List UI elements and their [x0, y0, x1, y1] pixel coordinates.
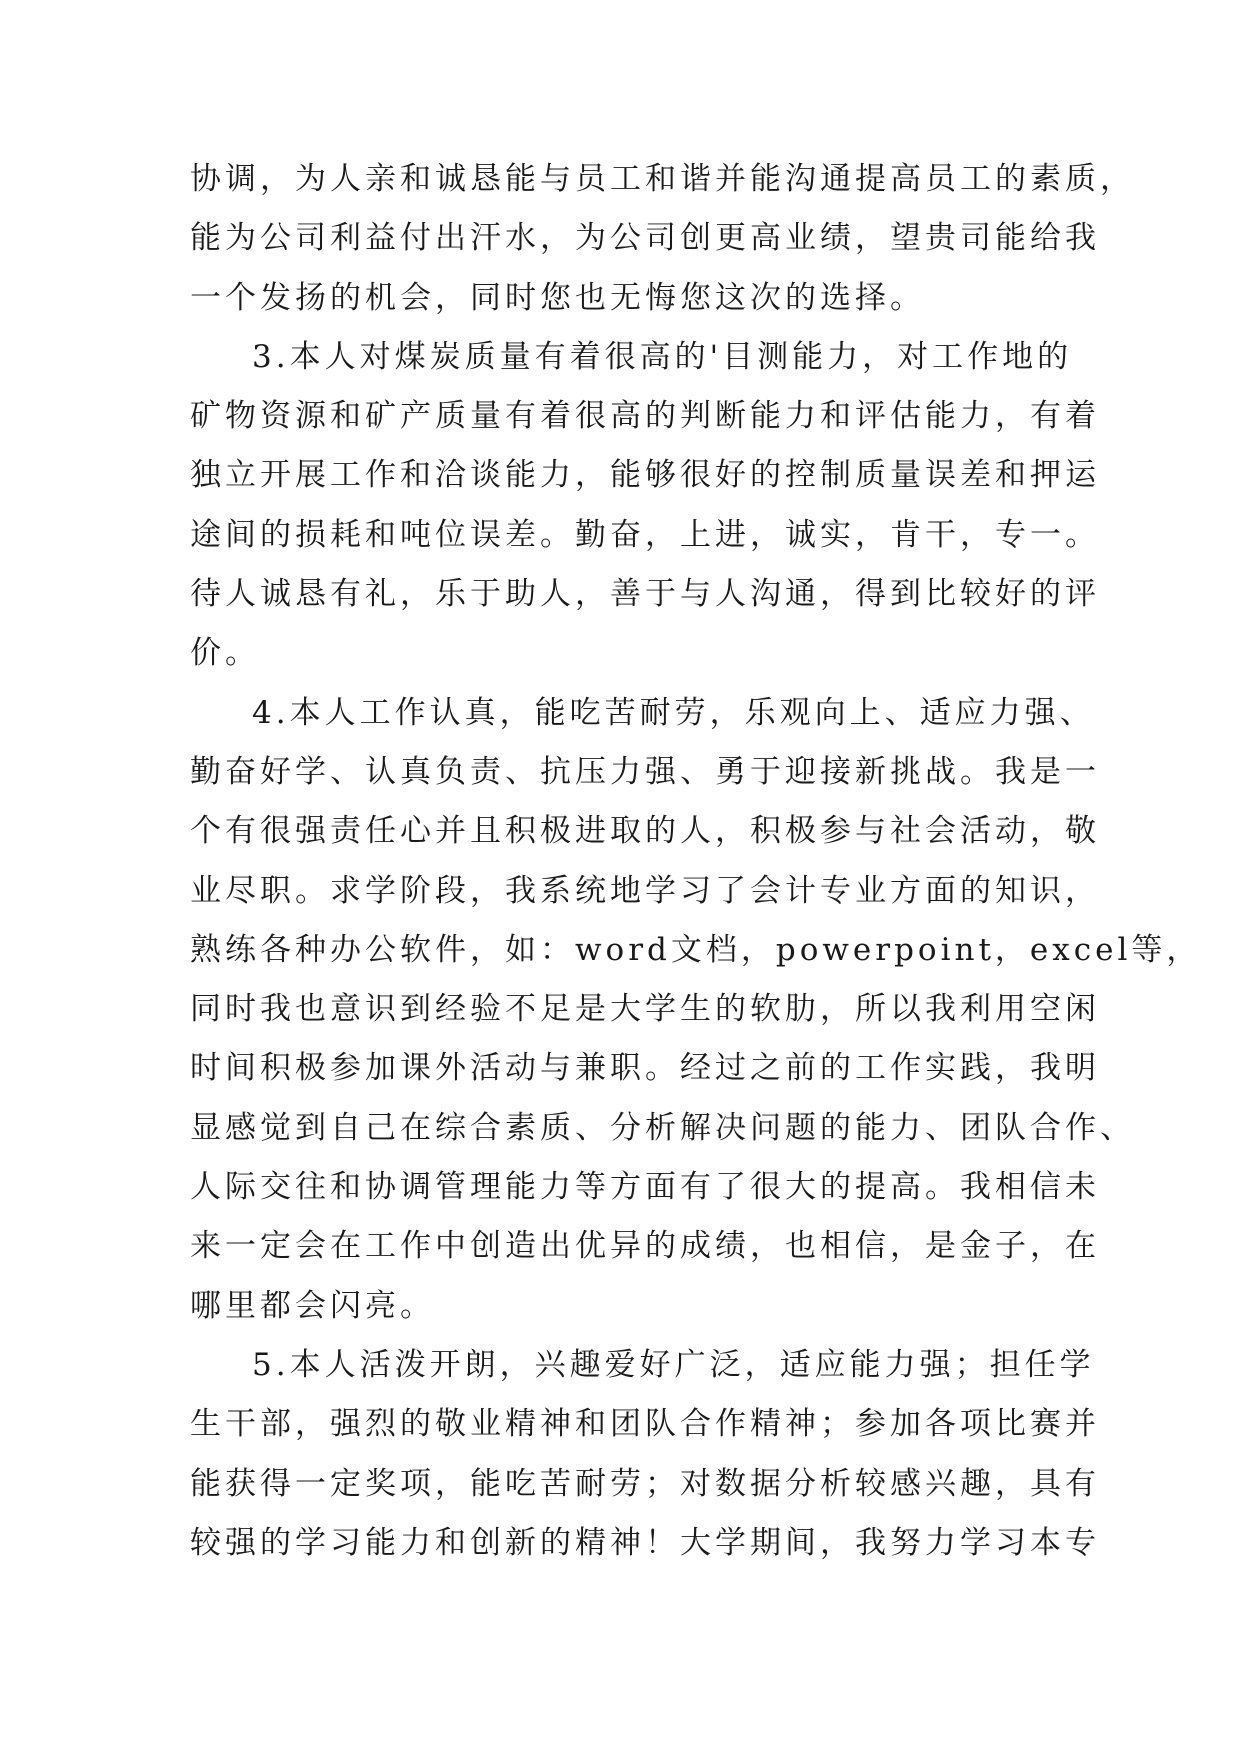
text-line: 价。	[190, 635, 260, 672]
text-line: 同时我也意识到经验不足是大学生的软肋，所以我利用空闲	[190, 991, 1100, 1028]
text-line: 哪里都会闪亮。	[190, 1287, 435, 1324]
text-line: 能为公司利益付出汗水，为公司创更高业绩，望贵司能给我	[190, 220, 1100, 257]
text-line: 较强的学习能力和创新的精神！大学期间，我努力学习本专	[190, 1524, 1100, 1561]
paragraph-3-start: 3.本人对煤炭质量有着很高的'目测能力，对工作地的	[252, 338, 1073, 375]
text-line: 勤奋好学、认真负责、抗压力强、勇于迎接新挑战。我是一	[190, 753, 1100, 790]
paragraph-5-start: 5.本人活泼开朗，兴趣爱好广泛，适应能力强；担任学	[252, 1346, 1095, 1383]
text-line: 矿物资源和矿产质量有着很高的判断能力和评估能力，有着	[190, 398, 1100, 435]
text-line: 一个发扬的机会，同时您也无悔您这次的选择。	[190, 279, 925, 316]
text-line: 独立开展工作和洽谈能力，能够很好的控制质量误差和押运	[190, 457, 1100, 494]
text-line: 人际交往和协调管理能力等方面有了很大的提高。我相信未	[190, 1169, 1100, 1206]
text-line: 熟练各种办公软件，如：word文档，powerpoint，excel等，	[190, 931, 1202, 968]
text-line: 待人诚恳有礼，乐于助人，善于与人沟通，得到比较好的评	[190, 576, 1100, 613]
text-line: 能获得一定奖项，能吃苦耐劳；对数据分析较感兴趣，具有	[190, 1465, 1100, 1502]
text-line: 生干部，强烈的敬业精神和团队合作精神；参加各项比赛并	[190, 1406, 1100, 1443]
text-line: 途间的损耗和吨位误差。勤奋，上进，诚实，肯干，专一。	[190, 516, 1100, 553]
text-line: 显感觉到自己在综合素质、分析解决问题的能力、团队合作、	[190, 1109, 1135, 1146]
text-line: 时间积极参加课外活动与兼职。经过之前的工作实践，我明	[190, 1050, 1100, 1087]
text-line: 来一定会在工作中创造出优异的成绩，也相信，是金子，在	[190, 1228, 1100, 1265]
text-line: 协调，为人亲和诚恳能与员工和谐并能沟通提高员工的素质，	[190, 161, 1135, 197]
document-body	[190, 150, 1202, 1573]
text-line: 业尽职。求学阶段，我系统地学习了会计专业方面的知识，	[190, 872, 1100, 909]
text-line: 个有很强责任心并且积极进取的人，积极参与社会活动，敬	[190, 813, 1100, 850]
paragraph-4-start: 4.本人工作认真，能吃苦耐劳，乐观向上、适应力强、	[252, 694, 1095, 731]
